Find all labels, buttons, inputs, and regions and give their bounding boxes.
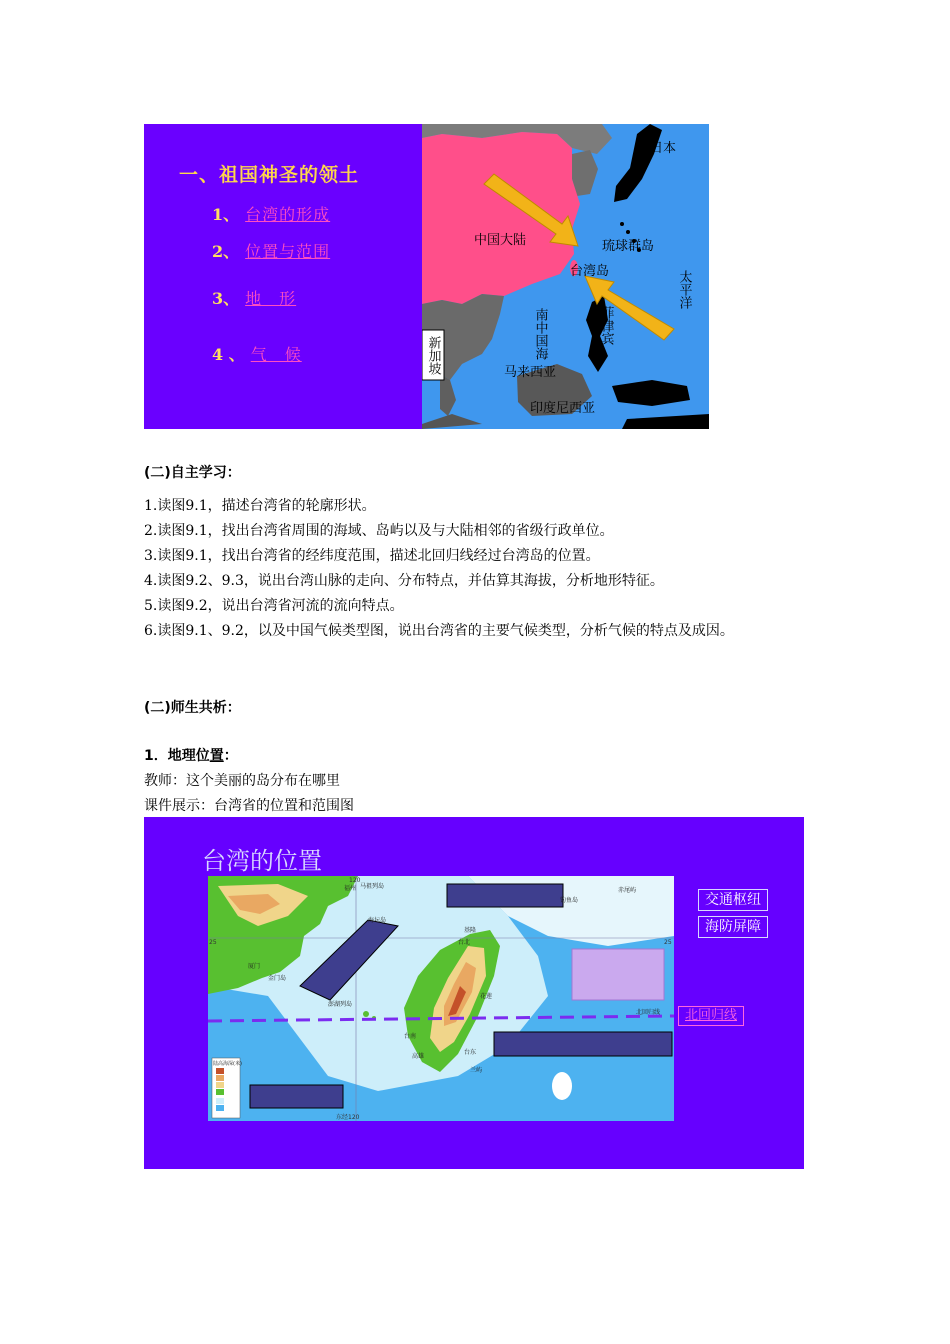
button-transport-hub[interactable]: 交通枢纽 <box>698 889 768 911</box>
label-jilong: 基隆 <box>464 927 477 934</box>
taiwan-location-map <box>208 876 674 1121</box>
geo-location-heading: 1．地理位置： <box>144 748 238 764</box>
label-taidong: 台东 <box>464 1049 477 1056</box>
label-legend: 陆高海深(米) <box>213 1061 242 1067</box>
label-lon120-top: 120 <box>349 877 361 884</box>
slide-territory <box>144 124 709 429</box>
self-study-item: 6.读图9.1、9.2，以及中国气候类型图，说出台湾省的主要气候类型，分析气候的特点及成因。 <box>144 623 734 639</box>
label-gaoxiong: 高雄 <box>412 1053 425 1060</box>
self-study-list <box>144 494 814 644</box>
label-pacific: 太平洋 <box>676 270 692 309</box>
self-study-item: 1.读图9.1，描述台湾省的轮廓形状。 <box>144 498 376 514</box>
label-philippines: 菲律宾 <box>598 306 614 345</box>
label-singapore: 新加坡 <box>425 336 441 375</box>
label-mazu: 马祖列岛 <box>360 883 385 890</box>
label-hualian: 花莲 <box>480 993 493 1000</box>
label-lanyu: 兰屿 <box>470 1067 483 1074</box>
teacher-line: 教师：这个美丽的岛分布在哪里 <box>144 773 340 789</box>
slide1-panel <box>144 124 422 429</box>
label-haitan: 海坛岛 <box>368 917 387 924</box>
slide1-item-location: 2、 位置与范围 <box>212 242 331 261</box>
link-climate[interactable]: 气 候 <box>250 345 302 364</box>
label-lat25-right: 25 <box>664 939 672 946</box>
label-lat25-left: 25 <box>209 939 217 946</box>
slide2-title: 台湾的位置 <box>202 847 322 875</box>
button-coastal-defense[interactable]: 海防屏障 <box>698 916 768 938</box>
link-formation[interactable]: 台湾的形成 <box>245 205 331 224</box>
label-jinmen: 金门岛 <box>268 975 287 982</box>
label-penghu: 澎湖列岛 <box>328 1001 353 1008</box>
slide-taiwan-location <box>144 817 804 1169</box>
label-mainland: 中国大陆 <box>474 233 527 248</box>
slide1-item-formation: 1、 台湾的形成 <box>212 205 331 224</box>
label-chiwei: 赤尾屿 <box>618 887 637 894</box>
label-taibei: 台北 <box>458 939 471 946</box>
self-study-item: 3.读图9.1，找出台湾省的经纬度范围，描述北回归线经过台湾岛的位置。 <box>144 548 600 564</box>
label-south-china-sea: 南中国海 <box>532 308 548 360</box>
label-xiamen: 厦门 <box>248 963 261 970</box>
link-terrain[interactable]: 地 形 <box>245 289 297 308</box>
label-indonesia: 印度尼西亚 <box>530 401 596 416</box>
label-tainan: 台南 <box>404 1033 417 1040</box>
self-study-item: 2.读图9.1，找出台湾省周围的海域、岛屿以及与大陆相邻的省级行政单位。 <box>144 523 614 539</box>
self-study-heading: (二)自主学习： <box>144 465 241 481</box>
label-taiwan: 台湾岛 <box>570 264 610 279</box>
label-malaysia: 马来西亚 <box>504 365 557 380</box>
label-lon120-bottom: 东经120 <box>336 1114 360 1121</box>
slide1-item-terrain: 3、 地 形 <box>212 289 297 308</box>
label-japan: 日本 <box>650 141 677 156</box>
label-tropic: 北回归线 <box>636 1009 661 1016</box>
east-asia-map <box>422 124 709 429</box>
link-location[interactable]: 位置与范围 <box>245 242 331 261</box>
label-fuzhou: 福州 <box>344 885 357 892</box>
self-study-item: 5.读图9.2，说出台湾省河流的流向特点。 <box>144 598 404 614</box>
label-diaoyu: 钓鱼岛 <box>560 897 579 904</box>
courseware-line: 课件展示：台湾省的位置和范围图 <box>144 798 354 814</box>
slide1-item-climate: 4 、 气 候 <box>212 345 302 364</box>
link-tropic-of-cancer[interactable]: 北回归线 <box>678 1006 744 1026</box>
label-ryukyu: 琉球群岛 <box>602 239 655 254</box>
slide1-title: 一、祖国神圣的领土 <box>179 164 360 186</box>
self-study-item: 4.读图9.2、9.3，说出台湾山脉的走向、分布特点，并估算其海拔，分析地形特征。 <box>144 573 664 589</box>
joint-analysis-heading: (二)师生共析： <box>144 700 241 716</box>
